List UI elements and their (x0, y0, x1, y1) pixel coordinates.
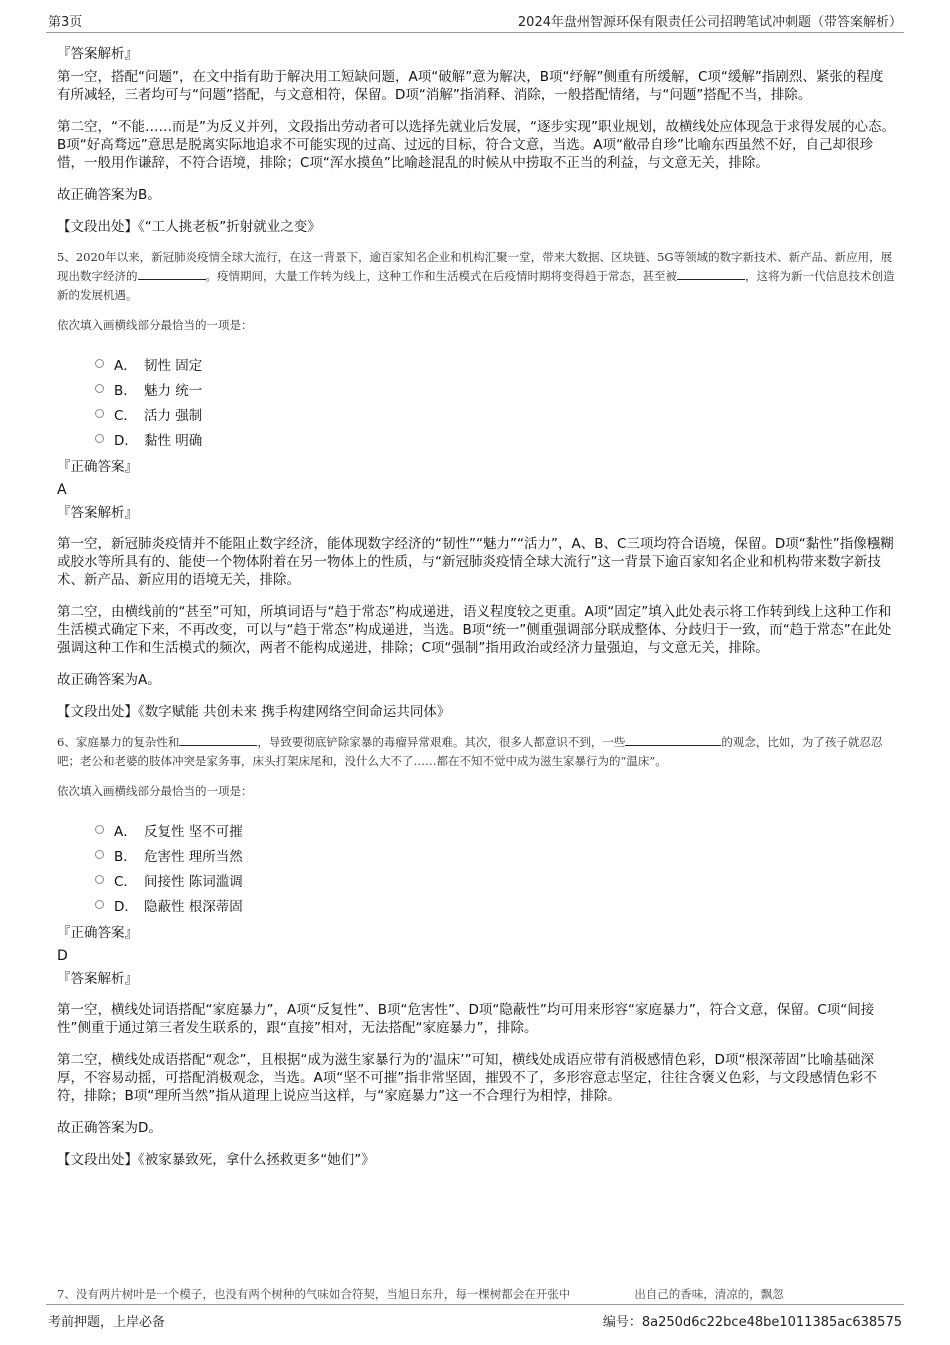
page-number: 第3页 (48, 15, 83, 30)
q5-question (57, 248, 895, 305)
option-text: 危害性 理所当然 (144, 848, 243, 865)
q6-analysis-p2: 第二空，横线处成语搭配“观念”，且根据“成为滋生家暴行为的‘温床’”可知，横线处成语应带有消极感情色彩，D项“根深蒂固”比喻基础深厚，不容易动摇，可搭配消极观念，当选。A项“坚不可摧”指非常坚固，摧毁不了，多形容意志坚定，往往含褒义色彩，与文段感情色彩不符，排除；B项“理所当然”指从道理上说应当这样，与“家庭暴力”这一不合理行为相悖，排除。 (57, 1052, 877, 1104)
radio-icon[interactable] (95, 825, 104, 834)
radio-icon[interactable] (95, 384, 104, 393)
radio-icon[interactable] (95, 850, 104, 859)
q5-text-b: 。疫情期间，大量工作转为线上，这种工作和生活模式在后疫情时期将变得趋于常态，甚至被 (205, 269, 677, 283)
q6-source (57, 1151, 895, 1169)
source-label: 【文段出处】 (57, 704, 138, 720)
source-title: 《“工人挑老板”折射就业之变》 (138, 219, 321, 235)
analysis-label: 『答案解析』 (57, 505, 138, 521)
option-text: 魅力 统一 (144, 382, 203, 399)
q7-text-a: 7、没有两片树叶是一个模子，也没有两个树种的气味如合符契，当旭日东升，每一棵树都会在开张中 (57, 1287, 571, 1301)
q5-options (95, 351, 895, 451)
q6-text-c: 的观念，比如，为了孩子就忍忍吧；老公和老婆的肢体冲突是家务事，床头打架床尾和，没什么大不了……都在不知不觉中成为滋生家暴行为的“温床”。 (57, 735, 883, 768)
q5-instruction: 依次填入画横线部分最恰当的一项是： (57, 318, 253, 332)
document-title: 2024年盘州智源环保有限责任公司招聘笔试冲刺题（带答案解析） (517, 15, 902, 30)
page-footer (46, 1304, 904, 1329)
option-text: 黏性 明确 (144, 432, 203, 449)
source-title: 《数字赋能 共创未来 携手构建网络空间命运共同体》 (138, 704, 451, 720)
q6-option-a[interactable] (95, 817, 895, 842)
radio-icon[interactable] (95, 359, 104, 368)
q6-text-b: ，导致要彻底铲除家暴的毒瘤异常艰难。其次，很多人都意识不到，一些 (257, 735, 626, 749)
correct-answer-label: 『正确答案』 (57, 925, 138, 941)
q6-options (95, 817, 895, 917)
option-letter: D． (114, 432, 138, 449)
option-letter: A． (114, 357, 137, 374)
radio-icon[interactable] (95, 434, 104, 443)
q4-source (57, 218, 895, 236)
option-text: 韧性 固定 (144, 357, 203, 374)
q6-option-c[interactable] (95, 867, 895, 892)
option-text: 反复性 坚不可摧 (144, 823, 243, 840)
option-text: 活力 强制 (144, 407, 203, 424)
q7-question-partial (57, 1287, 895, 1301)
page-header (46, 8, 904, 33)
q4-analysis-p1: 第一空，搭配“问题”，在文中指有助于解决用工短缺问题，A项“破解”意为解决，B项“纾解”侧重有所缓解，C项“缓解”指剧烈、紧张的程度有所减轻，三者均可与“问题”搭配，与文意相符，保留。D项“消解”指消释、消除，一般搭配情绪，与“问题”搭配不当，排除。 (57, 69, 884, 103)
q5-blank-1 (138, 267, 206, 280)
option-text: 间接性 陈词滥调 (144, 873, 243, 890)
q7-text-b: 出自己的香味，清凉的，飘忽 (634, 1287, 784, 1301)
analysis-label: 『答案解析』 (57, 971, 138, 987)
radio-icon[interactable] (95, 875, 104, 884)
q5-text-a: 5、2020年以来，新冠肺炎疫情全球大流行，在这一背景下，逾百家知名企业和机构汇聚一堂，带来大数据、区块链、5G等领域的数字新技术、新产品、新应用，展现出数字经济的 (57, 250, 893, 283)
q6-answer: D (57, 948, 68, 964)
q6-analysis-p1: 第一空，横线处词语搭配“家庭暴力”，A项“反复性”、B项“危害性”、D项“隐蔽性”均可用来形容“家庭暴力”，符合文意，保留。C项“间接性”侧重于通过第三者发生联系的，跟“直接”相对，无法搭配“家庭暴力”，排除。 (57, 1002, 875, 1036)
q5-option-b[interactable] (95, 376, 895, 401)
q5-option-c[interactable] (95, 401, 895, 426)
q6-blank-1 (179, 733, 257, 746)
option-text: 隐蔽性 根深蒂固 (144, 898, 243, 915)
q5-option-d[interactable] (95, 426, 895, 451)
analysis-label: 『答案解析』 (57, 46, 138, 62)
q5-blank-2 (677, 267, 745, 280)
q5-source (57, 703, 895, 721)
source-label: 【文段出处】 (57, 1152, 138, 1168)
q6-text-a: 6、家庭暴力的复杂性和 (57, 735, 180, 749)
option-letter: C． (114, 873, 137, 890)
option-letter: B． (114, 848, 137, 865)
page-content (57, 40, 895, 1181)
q5-option-a[interactable] (95, 351, 895, 376)
q5-conclusion: 故正确答案为A。 (57, 672, 161, 688)
footer-slogan: 考前押题，上岸必备 (48, 1315, 166, 1330)
q6-blank-2 (625, 733, 721, 746)
correct-answer-label: 『正确答案』 (57, 459, 138, 475)
option-letter: C． (114, 407, 137, 424)
option-letter: D． (114, 898, 138, 915)
radio-icon[interactable] (95, 409, 104, 418)
q6-option-b[interactable] (95, 842, 895, 867)
q4-analysis-p2: 第二空，“不能……而是”为反义并列，文段指出劳动者可以选择先就业后发展，“逐步实现”职业规划，故横线处应体现急于求得发展的心态。B项“好高骛远”意思是脱离实际地追求不可能实现的过高、过远的目标，符合文意，当选。A项“敝帚自珍”比喻东西虽然不好，自己却很珍惜，一般用作谦辞，不符合语境，排除；C项“浑水摸鱼”比喻趁混乱的时候从中捞取不正当的利益，与文意无关，排除。 (57, 119, 895, 171)
radio-icon[interactable] (95, 900, 104, 909)
q5-analysis-p1: 第一空，新冠肺炎疫情并不能阻止数字经济，能体现数字经济的“韧性”“魅力”“活力”，A、B、C三项均符合语境，保留。D项“黏性”指像糨糊或胶水等所具有的、能使一个物体附着在另一物体上的性质，与“新冠肺炎疫情全球大流行”这一背景下逾百家知名企业和机构带来数字新技术、新产品、新应用的语境无关，排除。 (57, 536, 894, 588)
q6-option-d[interactable] (95, 892, 895, 917)
option-letter: A． (114, 823, 137, 840)
q4-conclusion: 故正确答案为B。 (57, 187, 161, 203)
q6-conclusion: 故正确答案为D。 (57, 1120, 162, 1136)
source-title: 《被家暴致死，拿什么拯救更多“她们”》 (138, 1152, 375, 1168)
q6-instruction: 依次填入画横线部分最恰当的一项是： (57, 784, 253, 798)
document-code: 编号：8a250d6c22bce48be1011385ac638575 (602, 1315, 902, 1330)
q5-text-c: ，这将为新一代信息技术创造新的发展机遇。 (57, 269, 895, 302)
source-label: 【文段出处】 (57, 219, 138, 235)
q6-question (57, 733, 895, 771)
option-letter: B． (114, 382, 137, 399)
q5-answer: A (57, 482, 67, 498)
q5-analysis-p2: 第二空，由横线前的“甚至”可知，所填词语与“趋于常态”构成递进，语义程度较之更重。A项“固定”填入此处表示将工作转到线上这种工作和生活模式确定下来，不再改变，可以与“趋于常态”构成递进，当选。B项“统一”侧重强调部分联成整体、分歧归于一致，而“趋于常态”在此处强调这种工作和生活模式的频次，两者不能构成递进，排除；C项“强制”指用政治或经济力量强迫，与文意无关，排除。 (57, 604, 892, 656)
